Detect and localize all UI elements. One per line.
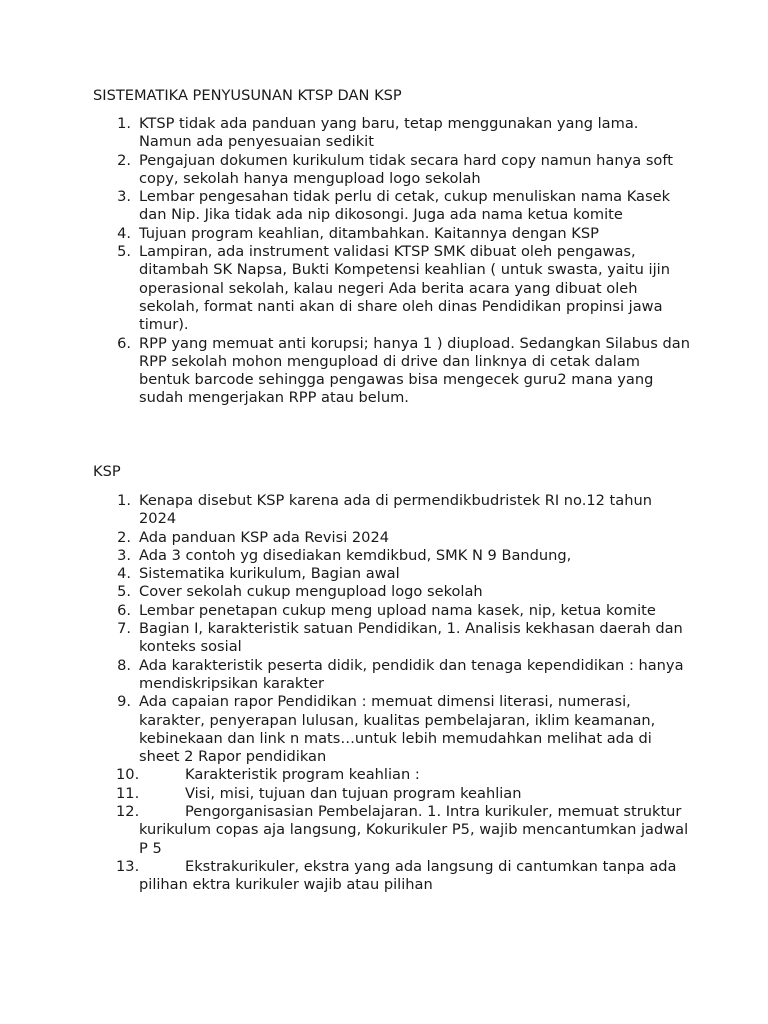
list-item-number: 2. bbox=[117, 528, 131, 546]
list-item-number: 3. bbox=[117, 188, 131, 206]
list-item-number: 5. bbox=[117, 243, 131, 261]
list-item-text: Ada 3 contoh yg disediakan kemdikbud, SMK N 9 Bandung, bbox=[139, 546, 572, 564]
list-item-number: 13. bbox=[116, 857, 140, 875]
section-1-title: SISTEMATIKA PENYUSUNAN KTSP DAN KSP bbox=[93, 87, 402, 104]
list-item-number: 2. bbox=[117, 151, 131, 169]
list-item-number: 5. bbox=[117, 583, 131, 601]
list-item bbox=[93, 188, 693, 225]
list-item-text: Kenapa disebut KSP karena ada di permendikbudristek RI no.12 tahun 2024 bbox=[139, 492, 652, 528]
list-item bbox=[93, 803, 693, 858]
list-item-number: 7. bbox=[117, 620, 131, 638]
list-item bbox=[93, 657, 693, 694]
list-item-number: 6. bbox=[117, 334, 131, 352]
list-item-number: 4. bbox=[117, 565, 131, 583]
list-item bbox=[93, 115, 693, 152]
list-item bbox=[93, 766, 693, 784]
list-item bbox=[93, 335, 693, 408]
list-item-text: Sistematika kurikulum, Bagian awal bbox=[139, 565, 400, 583]
list-item bbox=[93, 785, 693, 803]
list-item-text: Ekstrakurikuler, ekstra yang ada langsung di cantumkan tanpa ada pilihan ektra kurikuler wajib atau pilihan bbox=[139, 857, 677, 894]
list-item-text: Lembar pengesahan tidak perlu di cetak, cukup menuliskan nama Kasek dan Nip. Jika tidak ada nip dikosongi. Juga ada nama ketua komite bbox=[139, 188, 671, 224]
list-item-text: Bagian I, karakteristik satuan Pendidikan, 1. Analisis kekhasan daerah dan konteks sosial bbox=[139, 620, 683, 656]
list-item-text: Ada panduan KSP ada Revisi 2024 bbox=[139, 528, 390, 546]
list-item-text: Karakteristik program keahlian : bbox=[185, 766, 420, 784]
list-item bbox=[93, 583, 693, 601]
list-item bbox=[93, 565, 693, 583]
list-item-text: Pengajuan dokumen kurikulum tidak secara hard copy namun hanya soft copy, sekolah hanya mengupload logo sekolah bbox=[139, 151, 673, 187]
list-item bbox=[93, 492, 693, 529]
list-item-number: 10. bbox=[116, 766, 140, 784]
list-item bbox=[93, 693, 693, 766]
list-item-text: KTSP tidak ada panduan yang baru, tetap menggunakan yang lama. Namun ada penyesuaian sedikit bbox=[139, 115, 639, 151]
list-item-number: 12. bbox=[116, 803, 140, 821]
list-item-number: 11. bbox=[116, 784, 140, 802]
list-item-number: 8. bbox=[117, 656, 131, 674]
section-2-title: KSP bbox=[93, 463, 121, 480]
list-item-number: 1. bbox=[117, 115, 131, 132]
list-item-text: RPP yang memuat anti korupsi; hanya 1 ) diupload. Sedangkan Silabus dan RPP sekolah mohon mengupload di drive dan linknya di cetak dalam bentuk barcode sehingga pengawas bisa mengecek guru2 mana yang sudah mengerjakan RPP atau belum. bbox=[139, 334, 690, 407]
list-item bbox=[93, 529, 693, 547]
list-item bbox=[93, 152, 693, 189]
list-item-text: Ada karakteristik peserta didik, pendidik dan tenaga kependidikan : hanya mendiskripsikan karakter bbox=[139, 656, 684, 692]
list-item bbox=[93, 858, 693, 895]
list-item-text: Lembar penetapan cukup meng upload nama kasek, nip, ketua komite bbox=[139, 601, 656, 619]
list-item-number: 4. bbox=[117, 224, 131, 242]
list-item-text: Lampiran, ada instrument validasi KTSP SMK dibuat oleh pengawas, ditambah SK Napsa, Bukti Kompetensi keahlian ( untuk swasta, yaitu ijin operasional sekolah, kalau negeri Ada berita acara yang dibuat oleh sekolah, format nanti akan di share oleh dinas Pendidikan propinsi jawa timur). bbox=[139, 243, 670, 334]
list-item-number: 1. bbox=[117, 492, 131, 509]
list-item bbox=[93, 225, 693, 243]
list-item-text: Ada capaian rapor Pendidikan : memuat dimensi literasi, numerasi, karakter, penyerapan lulusan, kualitas pembelajaran, iklim keamanan, kebinekaan dan link n mats…untuk lebih memudahkan melihat ada di sheet 2 Rapor pendidikan bbox=[139, 693, 656, 766]
list-item-number: 9. bbox=[117, 693, 131, 711]
section-1-list bbox=[93, 115, 693, 408]
list-item bbox=[93, 547, 693, 565]
list-item bbox=[93, 243, 693, 334]
list-item-number: 3. bbox=[117, 546, 131, 564]
list-item-text: Tujuan program keahlian, ditambahkan. Kaitannya dengan KSP bbox=[139, 224, 599, 242]
list-item-number: 6. bbox=[117, 601, 131, 619]
list-item-text: Visi, misi, tujuan dan tujuan program keahlian bbox=[185, 784, 522, 802]
list-item bbox=[93, 602, 693, 620]
section-2-list bbox=[93, 492, 693, 895]
list-item bbox=[93, 620, 693, 657]
list-item-text: Pengorganisasian Pembelajaran. 1. Intra kurikuler, memuat struktur kurikulum copas aja langsung, Kokurikuler P5, wajib mencantumkan jadwal P 5 bbox=[139, 803, 689, 857]
list-item-text: Cover sekolah cukup mengupload logo sekolah bbox=[139, 583, 483, 601]
